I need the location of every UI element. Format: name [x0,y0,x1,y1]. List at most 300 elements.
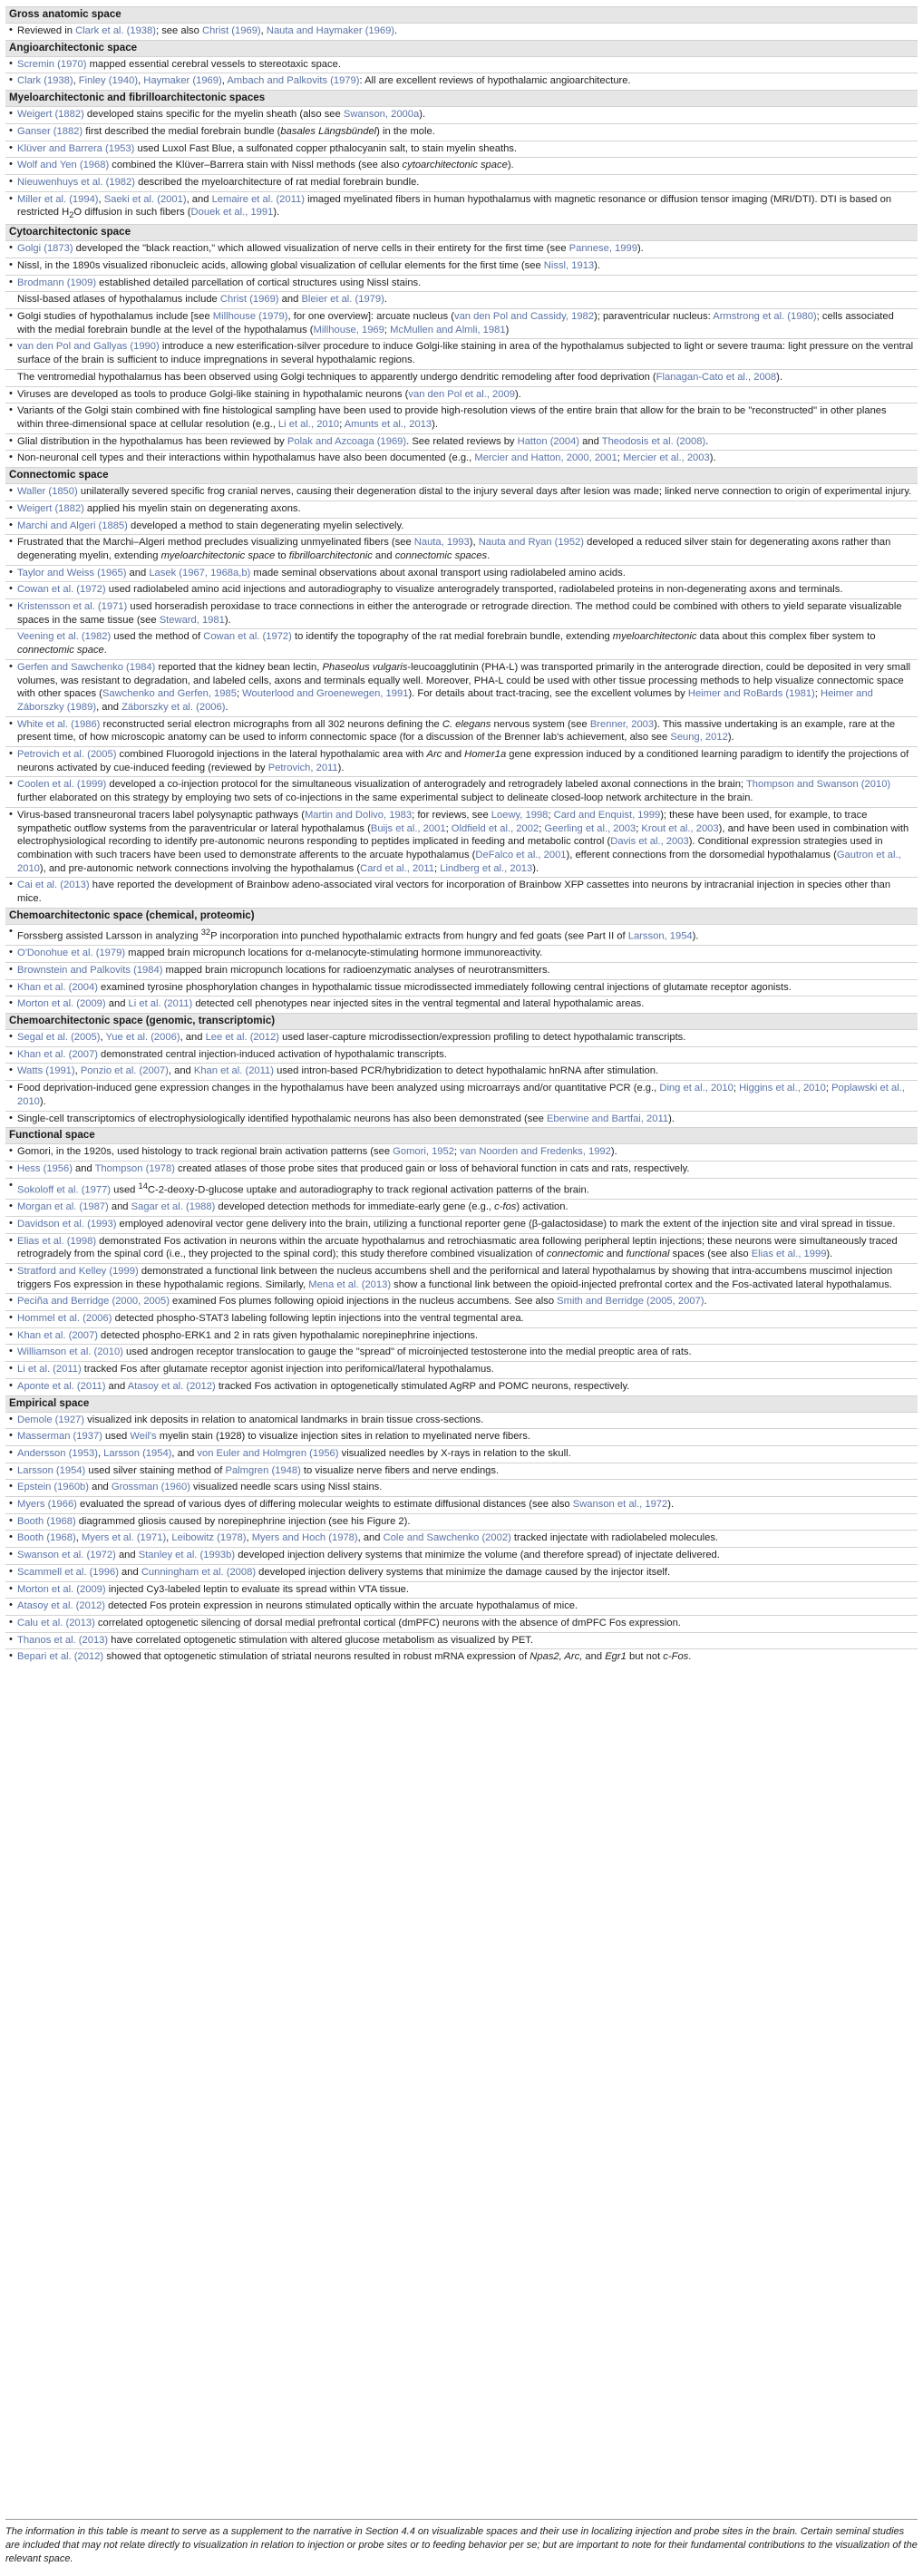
section-header: Functional space [5,1127,918,1143]
table-entry [5,308,918,338]
citation-link[interactable]: van den Pol et al., 2009 [408,388,515,400]
citation-link[interactable]: Millhouse, 1969 [313,324,384,335]
citation-link[interactable]: Petrovich, 2011 [267,762,338,773]
entry-text: tracked Fos activation in optogenetically stimulated AgRP and POMC neurons, respectively. [215,1380,630,1392]
citation-link[interactable]: Thompson (1978) [94,1162,175,1174]
entry-text: ). [727,732,734,744]
entry-text: evaluated the spread of various dyes of differing molecular weights to estimate diffusional distances (see also [76,1499,573,1511]
citation-link[interactable]: Nauta and Ryan (1952) [478,537,585,549]
citation-link[interactable]: von Euler and Holmgren (1956) [197,1447,339,1459]
citation-link[interactable]: Swanson, 2000a [343,109,420,121]
entry-text: used intron-based PCR/hybridization to detect hypothalamic hnRNA after stimulation. [273,1065,659,1077]
citation-link[interactable]: Saeki et al. (2001) [103,193,187,205]
citation-link[interactable]: Oldfield et al., 2002 [451,822,539,834]
table-entry [5,1513,918,1531]
entry-text: ). [610,1146,617,1158]
citation-link[interactable]: Geerling et al., 2003 [544,822,636,834]
citation-link[interactable]: Davidson et al. (1993) [17,1218,117,1230]
entry-text: . [225,701,228,713]
entry-text: Npas2, Arc, [530,1651,583,1663]
entry-text: The ventromedial hypothalamus has been observed using Golgi techniques to apparently undergo dendritic remodeling after food deprivation ( [17,371,656,383]
entry-text: introduce a new esterification-silver procedure to induce Golgi-like staining in area of the hypothalamus subjected to light or severe trauma: light pressure on the ventral surface of the brain is sufficient to induce impregnations in several hypothalamic regions. [17,341,914,366]
citation-link[interactable]: Khan et al. (2011) [193,1065,274,1077]
entry-text: . See related reviews by [406,435,518,447]
table-entry [5,1412,918,1429]
table-entry [5,157,918,174]
entry-text: and [442,749,465,761]
citation-link[interactable]: Card et al., 2011 [360,862,435,874]
citation-link[interactable]: Krout et al., 2003 [641,822,719,834]
entry-text: fibrilloarchitectonic [288,549,373,561]
entry-text: ; see also [155,25,202,36]
citation-link[interactable]: Ding et al., 2010 [659,1083,734,1094]
citation-link[interactable]: Hommel et al. (2006) [17,1313,112,1325]
entry-text: ; [636,822,642,834]
entry-text: to visualize nerve fibers and nerve endings. [300,1464,500,1476]
table-entry [5,1216,918,1233]
citation-link[interactable]: Li et al., 2010 [277,419,340,430]
citation-link[interactable]: van Noorden and Fredenks, 1992 [460,1146,611,1158]
table-entry [5,483,918,501]
citation-link[interactable]: Douek et al., 1991 [190,207,274,219]
section-header: Cytoarchitectonic space [5,224,918,240]
entry-text: , [221,75,228,87]
entry-text: ; [825,1083,832,1094]
entry-text: developed stains specific for the myelin sheath (also see [83,109,344,121]
entry-text: . [394,25,398,36]
entry-text: Gomori, in the 1920s, used histology to track regional brain activation patterns (see [17,1146,393,1158]
entry-text: gene expression induced by a conditioned learning paradigm to identify the projections of neurons activated by cue-induced feeding (reviewed by [17,749,909,773]
entry-text: Food deprivation-induced gene expression changes in the hypothalamus have been analyzed using microarrays and/or quantitative PCR (e.g., [17,1083,660,1094]
table-entry [5,1530,918,1547]
entry-text: , and [186,193,212,205]
citation-link[interactable]: Sokoloff et al. (1977) [17,1184,112,1196]
section-header: Angioarchitectonic space [5,40,918,56]
citation-link[interactable]: Gerfen and Sawchenko (1984) [17,661,156,673]
citation-link[interactable]: O'Donohue et al. (1979) [17,948,126,959]
citation-link[interactable]: McMullen and Almli, 1981 [390,324,506,335]
entry-text: ). [709,452,716,464]
citation-link[interactable]: Ambach and Palkovits (1979) [227,75,360,87]
citation-link[interactable]: Záborszky et al. (2006) [121,701,226,713]
entry-text: ; cells associated with the medial forebrain bundle at the level of the hypothalamus ( [17,311,894,335]
table-entry [5,386,918,403]
citation-link[interactable]: Weil's [130,1431,157,1443]
citation-link[interactable]: Waller (1850) [17,486,78,498]
citation-link[interactable]: Poplawski et al., 2010 [17,1083,905,1107]
entry-text: connectomic [546,1249,604,1260]
citation-link[interactable]: Marchi and Algeri (1885) [17,520,128,531]
citation-link[interactable]: Cunningham et al. (2008) [141,1566,257,1578]
citation-link[interactable]: Heimer and RoBards (1981) [687,688,815,700]
citation-link[interactable]: Booth (1968) [17,1515,76,1527]
citation-link[interactable]: Nissl, 1913 [543,259,595,271]
citation-link[interactable]: Masserman (1937) [17,1431,102,1443]
citation-link[interactable]: Hatton (2004) [517,435,580,447]
entry-text: ). [514,388,521,400]
entry-text: used laser-capture microdissection/expression profiling to detect hypothalamic transcripts. [279,1032,686,1044]
citation-link[interactable]: Morton et al. (2009) [17,998,106,1010]
citation-link[interactable]: Veening et al. (1982) [17,631,112,643]
entry-text: mapped brain micropunch locations for α-melanocyte-stimulating hormone immunoreactivity. [125,948,543,959]
entry-text: and [105,998,129,1010]
citation-link[interactable]: DeFalco et al., 2001 [475,849,567,860]
entry-text: , [75,1532,82,1544]
citation-link[interactable]: Mercier et al., 2003 [622,452,710,464]
citation-link[interactable]: Eberwine and Bartfai, 2011 [546,1113,669,1124]
citation-link[interactable]: Epstein (1960b) [17,1482,89,1493]
table-entry [5,275,918,292]
entry-text: ). [667,1499,675,1511]
entry-text: ). [273,207,280,219]
entry-text: ). [668,1113,675,1124]
entry-text: , and [180,1032,206,1044]
entry-text: and [108,1201,131,1213]
citation-link[interactable]: Khan et al. (2007) [17,1329,98,1341]
citation-link[interactable]: Myers (1966) [17,1499,77,1511]
entry-text: Viruses are developed as tools to produce Golgi-like staining in hypothalamic neurons ( [17,388,409,400]
citation-link[interactable]: Clark et al. (1938) [75,25,156,36]
citation-link[interactable]: Finley (1940) [78,75,139,87]
citation-link[interactable]: Myers et al. (1971) [81,1532,167,1544]
entry-text: developed detection methods for immediate-early gene (e.g., [215,1201,495,1213]
citation-link[interactable]: van den Pol and Cassidy, 1982 [453,311,595,323]
citation-link[interactable]: Cai et al. (2013) [17,880,90,891]
entry-text: show a functional link between the opioid-injected prefrontal cortex and the Fos-activated lateral hypothalamus. [391,1278,892,1290]
citation-link[interactable]: Swanson et al., 1972 [572,1499,668,1511]
citation-link[interactable]: Armstrong et al. (1980) [713,311,817,323]
citation-link[interactable]: Thanos et al. (2013) [17,1634,109,1646]
entry-text: correlated optogenetic silencing of dorsal medial prefrontal cortical (dmPFC) neurons with the absence of dmPFC Fos expression. [94,1617,681,1628]
entry-text: mapped brain micropunch locations for radioenzymatic analyses of neurotransmitters. [162,964,550,976]
citation-link[interactable]: Scremin (1970) [17,58,87,70]
entry-text: demonstrated Fos activation in neurons within the arcuate hypothalamus and retrochiasmatic area following peripheral leptin injections; these neurons were simultaneously traced retrogradely from the spinal cord (i.e., they projected to the spinal cord); this study therefore combined visualization of [17,1235,898,1260]
table-entry [5,1046,918,1064]
entry-text: applied his myelin stain on degenerating axons. [83,502,301,514]
citation-link[interactable]: Haymaker (1969) [143,75,222,87]
citation-link[interactable]: Christ (1969) [201,25,261,36]
citation-link[interactable]: Buijs et al., 2001 [370,822,446,834]
citation-link[interactable]: Aponte et al. (2011) [17,1380,106,1392]
table-entry [5,1463,918,1480]
citation-link[interactable]: Flanagan-Cato et al., 2008 [656,371,777,383]
entry-text: reconstructed serial electron micrographs from all 302 neurons defining the [100,718,442,730]
citation-link[interactable]: Atasoy et al. (2012) [127,1380,216,1392]
entry-text: and [72,1162,95,1174]
entry-text: cytoarchitectonic space [402,160,508,171]
citation-link[interactable]: Golgi (1873) [17,243,73,255]
citation-link[interactable]: Bleier et al. (1979) [301,294,384,306]
table-entry [5,291,918,308]
entry-text: , [100,1032,106,1044]
entry-text: Arc [426,749,442,761]
citation-link[interactable]: Weigert (1882) [17,109,84,121]
entry-text: Single-cell transcriptomics of electrophysiologically identified hypothalamic neurons has also been demonstrated (see [17,1113,547,1124]
entry-text: ). [419,109,426,121]
citation-link[interactable]: Peciña and Berridge (2000, 2005) [17,1296,170,1307]
entry-text: data about this complex fiber system to [696,631,876,643]
table-entry [5,1029,918,1046]
entry-text: ; [539,822,545,834]
entry-text: tracked injectate with radiolabeled molecules. [510,1532,719,1544]
entry-text: ) in the mole. [376,125,435,137]
citation-link[interactable]: Mercier and Hatton, 2000, 2001 [474,452,617,464]
citation-link[interactable]: Gautron et al., 2010 [17,849,901,874]
citation-link[interactable]: Brodmann (1909) [17,277,97,288]
entry-text: Phaseolus vulgaris [322,661,408,673]
entry-text: P incorporation into punched hypothalamic extracts from hungry and fed goats (see Part II of [210,930,628,942]
citation-link[interactable]: Martin and Dolivo, 1983 [304,809,413,821]
table-entry [5,258,918,275]
entry-text: . [384,294,387,306]
citation-link[interactable]: Seung, 2012 [670,732,728,744]
citation-link[interactable]: Ponzio et al. (2007) [80,1065,169,1077]
citation-link[interactable]: Morgan et al. (1987) [17,1201,109,1213]
citation-link[interactable]: Smith and Berridge (2005, 2007) [557,1296,704,1307]
citation-link[interactable]: Leibowitz (1978) [171,1532,247,1544]
table-entry [5,501,918,518]
entry-text: 32 [200,927,211,937]
table-entry [5,1479,918,1496]
citation-link[interactable]: Grossman (1960) [111,1482,190,1493]
entry-text: reported that the kidney bean lectin, [155,661,323,673]
table-entry [5,23,918,40]
table-entry [5,716,918,746]
citation-link[interactable]: Ganser (1882) [17,125,83,137]
entry-text: used [111,1184,139,1196]
citation-link[interactable]: Swanson et al. (1972) [17,1550,116,1561]
entry-text: , [246,1532,252,1544]
citation-link[interactable]: Larsson (1954) [103,1447,172,1459]
table-entry [5,877,918,907]
table-entry [5,1310,918,1327]
entry-text: demonstrated a functional link between the nucleus accumbens shell and the perifornical and lateral hypothalamus by showing that intra-accumbens muscimol injection triggers Fos expression in these hypothalamic regions. Similarly, [17,1265,893,1290]
table-entry [5,1615,918,1632]
entry-text: first described the medial forebrain bundle ( [83,125,281,137]
citation-link[interactable]: Morton et al. (2009) [17,1583,106,1595]
entry-text: Variants of the Golgi stain combined with fine histological sampling have been used to provide high-resolution views of the entire brain that allow for the brain to be "reconstructed" in other planes within three-dimensional space at cellular resolution (e.g., [17,405,887,430]
citation-link[interactable]: Wouterlood and Groenewegen, 1991 [242,688,409,700]
table-entry [5,598,918,628]
citation-link[interactable]: Hess (1956) [17,1162,73,1174]
entry-text: , [73,75,79,87]
citation-link[interactable]: Khan et al. (2007) [17,1048,98,1060]
citation-link[interactable]: Andersson (1953) [17,1447,98,1459]
table-entry [5,106,918,123]
entry-text: Virus-based transneuronal tracers label polysynaptic pathways ( [17,809,305,821]
citation-link[interactable]: Lindberg et al., 2013 [440,862,533,874]
entry-text: visualized ink deposits in relation to anatomical landmarks in brain tissue cross-sections. [84,1414,484,1425]
entry-text: used [102,1431,131,1443]
citation-link[interactable]: Cole and Sawchenko (2002) [383,1532,511,1544]
table-entry [5,1143,918,1161]
citation-link[interactable]: Atasoy et al. (2012) [17,1600,106,1612]
citation-link[interactable]: Pannese, 1999 [568,243,637,255]
entry-text: to identify the topography of the rat medial forebrain bundle, extending [291,631,613,643]
entry-text: created atlases of those probe sites that produced gain or loss of behavioral function in cats and rats, respectively. [174,1162,690,1174]
entry-text: developed injection delivery systems that minimize the volume (and therefore spread) of injectate delivered. [235,1550,720,1561]
citation-link[interactable]: Bepari et al. (2012) [17,1651,104,1663]
entry-text: ; [384,324,391,335]
entry-text: ), and pre-autonomic network connections involving the hypothalamus ( [39,862,361,874]
entry-text: , [166,1532,172,1544]
citation-link[interactable]: Wolf and Yen (1968) [17,160,110,171]
citation-link[interactable]: Watts (1991) [17,1065,75,1077]
citation-link[interactable]: Petrovich et al. (2005) [17,749,117,761]
citation-link[interactable]: Elias et al., 1999 [751,1249,827,1260]
entry-text: used the method of [111,631,204,643]
citation-link[interactable]: Nauta and Haymaker (1969) [266,25,395,36]
citation-link[interactable]: van den Pol and Gallyas (1990) [17,341,160,353]
citation-link[interactable]: Steward, 1981 [159,614,225,626]
citation-link[interactable]: Stratford and Kelley (1999) [17,1265,139,1277]
entry-text: 14 [138,1181,148,1191]
table-entry [5,174,918,191]
citation-link[interactable]: Khan et al. (2004) [17,981,98,993]
entry-text: , [260,25,267,36]
entry-text: Egr1 [605,1651,627,1663]
entry-text: basales Längsbündel [280,125,377,137]
entry-text: showed that optogenetic stimulation of striatal neurons resulted in robust mRNA expression of [103,1651,530,1663]
citation-link[interactable]: Williamson et al. (2010) [17,1346,123,1358]
entry-text: ) [505,324,510,335]
citation-link[interactable]: Millhouse (1979) [212,311,288,323]
citation-link[interactable]: Stanley et al. (1993b) [138,1550,236,1561]
citation-link[interactable]: Li et al. (2011) [17,1364,82,1375]
entry-text: have reported the development of Brainbow adeno-associated viral vectors for incorporation of Brainbow XFP cassettes into neurons by intracranial injection in species other than mice. [17,880,891,905]
entry-text: ). [337,762,345,773]
table-entry [5,433,918,451]
citation-link[interactable]: Palmgren (1948) [225,1464,301,1476]
entry-text: developed the "black reaction," which allowed visualization of nerve cells in their entirety for the first time (see [73,243,569,255]
table-entry [5,240,918,258]
table-entry [5,369,918,386]
entry-text: and [372,549,395,561]
citation-link[interactable]: Heimer and Záborszky (1989) [17,688,873,713]
citation-link[interactable]: Brownstein and Palkovits (1984) [17,964,163,976]
citation-link[interactable]: Gomori, 1952 [393,1146,454,1158]
citation-link[interactable]: Myers and Hoch (1978) [251,1532,358,1544]
citation-link[interactable]: Sagar et al. (1988) [131,1201,216,1213]
citation-link[interactable]: Lasek (1967, 1968a,b) [149,567,251,578]
entry-text: , and [96,701,122,713]
citation-link[interactable]: White et al. (1986) [17,718,101,730]
citation-link[interactable]: Taylor and Weiss (1965) [17,567,127,578]
citation-link[interactable]: Card and Enquist, 1999 [553,809,661,821]
citation-link[interactable]: Klüver and Barrera (1953) [17,142,135,154]
entry-text: ), and have been used in combination with electrophysiological recording to identify pre-autonomic neurons responding to peptides implicated in feeding and metabolic control ( [17,822,909,848]
entry-text: diagrammed gliosis caused by norepinephrine injection (see his Figure 2). [75,1515,411,1527]
citation-link[interactable]: Calu et al. (2013) [17,1617,95,1628]
citation-link[interactable]: Larsson (1954) [17,1464,86,1476]
entry-text: ). [532,862,539,874]
entry-text: O diffusion in such fibers ( [73,207,191,219]
citation-link[interactable]: Booth (1968) [17,1532,76,1544]
citation-link[interactable]: Brenner, 2003 [589,718,655,730]
entry-text: ). [224,614,231,626]
citation-link[interactable]: Miller et al. (1994) [17,193,99,205]
entry-text: ; for reviews, see [412,809,491,821]
entry-text: injected Cy3-labeled leptin to evaluate its spread within VTA tissue. [105,1583,409,1595]
citation-link[interactable]: Coolen et al. (1999) [17,779,107,791]
entry-text: visualized needles by X-rays in relation to the skull. [338,1447,571,1459]
table-entry [5,945,918,962]
entry-text: developed a reduced silver stain for degenerating axons rather than degenerating myelin, extending [17,537,891,561]
table-entry [5,962,918,979]
citation-link[interactable]: Elias et al. (1998) [17,1235,97,1247]
citation-link[interactable]: Scammell et al. (1996) [17,1566,119,1578]
entry-text: ). [39,1095,46,1107]
citation-link[interactable]: Kristensson et al. (1971) [17,601,128,613]
citation-link[interactable]: Theodosis et al. (2008) [601,435,706,447]
citation-link[interactable]: Lee et al. (2012) [205,1032,280,1044]
citation-link[interactable]: Davis et al., 2003 [610,836,689,848]
table-entry [5,1063,918,1080]
entry-text: developed a co-injection protocol for the simultaneous visualization of anterogradely and retrogradely labeled axonal connections in the brain; [106,779,746,791]
table-entry [5,123,918,141]
citation-link[interactable]: Polak and Azcoaga (1969) [287,435,407,447]
citation-link[interactable]: Christ (1969) [219,294,279,306]
citation-link[interactable]: Lemaire et al. (2011) [211,193,305,205]
entry-text: -leucoagglutinin (PHA-L) was transported primarily in the anterograde direction, could be deposited in very small volumes, was resistant to degradation, and labeled cells, axons and terminals equally well. Moreover, PHA-L could be used with other tissue processing methods to help visualize connectomic space with other spaces ( [17,661,911,700]
section-header: Myeloarchitectonic and fibrilloarchitectonic spaces [5,90,918,106]
entry-text: c-fos [494,1201,517,1213]
entry-text: to [275,549,289,561]
entry-text: and [126,567,150,578]
citation-link[interactable]: Segal et al. (2005) [17,1032,101,1044]
citation-link[interactable]: Mena et al. (2013) [308,1278,392,1290]
citation-link[interactable]: Cowan et al. (1972) [203,631,292,643]
citation-link[interactable]: Larsson, 1954 [627,930,693,942]
citation-link[interactable]: Weigert (1882) [17,502,84,514]
citation-link[interactable]: Nauta, 1993 [413,537,470,549]
entry-text: Frustrated that the Marchi–Algeri method precludes visualizing unmyelinated fibers (see [17,537,414,549]
entry-text: ). [594,259,600,271]
entry-text: ; [339,419,345,430]
entry-text: combined Fluorogold injections in the lateral hypothalamic area with [116,749,427,761]
citation-link[interactable]: Amunts et al., 2013 [344,419,432,430]
entry-text: : All are excellent reviews of hypothalamic angioarchitecture. [359,75,631,87]
citation-link[interactable]: Nieuwenhuys et al. (1982) [17,176,135,188]
citation-link[interactable]: Sawchenko and Gerfen, 1985 [102,688,237,700]
entry-text: further elaborated on this strategy by employing two sets of co-injections in the same experimental subject to delineate closed-loop network architecture in the brain. [17,792,753,804]
citation-link[interactable]: Cowan et al. (1972) [17,584,106,596]
entry-text: , [98,193,104,205]
citation-link[interactable]: Yue et al. (2006) [105,1032,180,1044]
table-entry [5,518,918,535]
citation-link[interactable]: Thompson and Swanson (2010) [745,779,891,791]
entry-text: 2 [69,210,74,220]
entry-text: myeloarchitectonic space [160,549,276,561]
table-entry [5,141,918,158]
entry-text: ). [692,930,699,942]
section-header: Empirical space [5,1395,918,1412]
entry-text: ); paraventricular nucleus: [594,311,714,323]
section-header: Connectomic space [5,467,918,483]
entry-text: . [688,1651,692,1663]
entry-text: c-Fos [663,1651,689,1663]
citation-link[interactable]: Li et al. (2011) [128,998,193,1010]
entry-text: examined Fos plumes following opioid injections in the nucleus accumbens. See also [169,1296,558,1307]
citation-link[interactable]: Loewy, 1998 [491,809,549,821]
entry-text: ; [617,452,623,464]
citation-link[interactable]: Clark (1938) [17,75,73,87]
entry-text: ). Conditional expression strategies used in combination with such tracers have been used to demonstrate afferents to the arcuate hypothalamus ( [17,836,883,860]
citation-link[interactable]: Demole (1927) [17,1414,84,1425]
citation-link[interactable]: Higgins et al., 2010 [739,1083,826,1094]
entry-text: Homer1a [464,749,507,761]
table-entry [5,776,918,806]
